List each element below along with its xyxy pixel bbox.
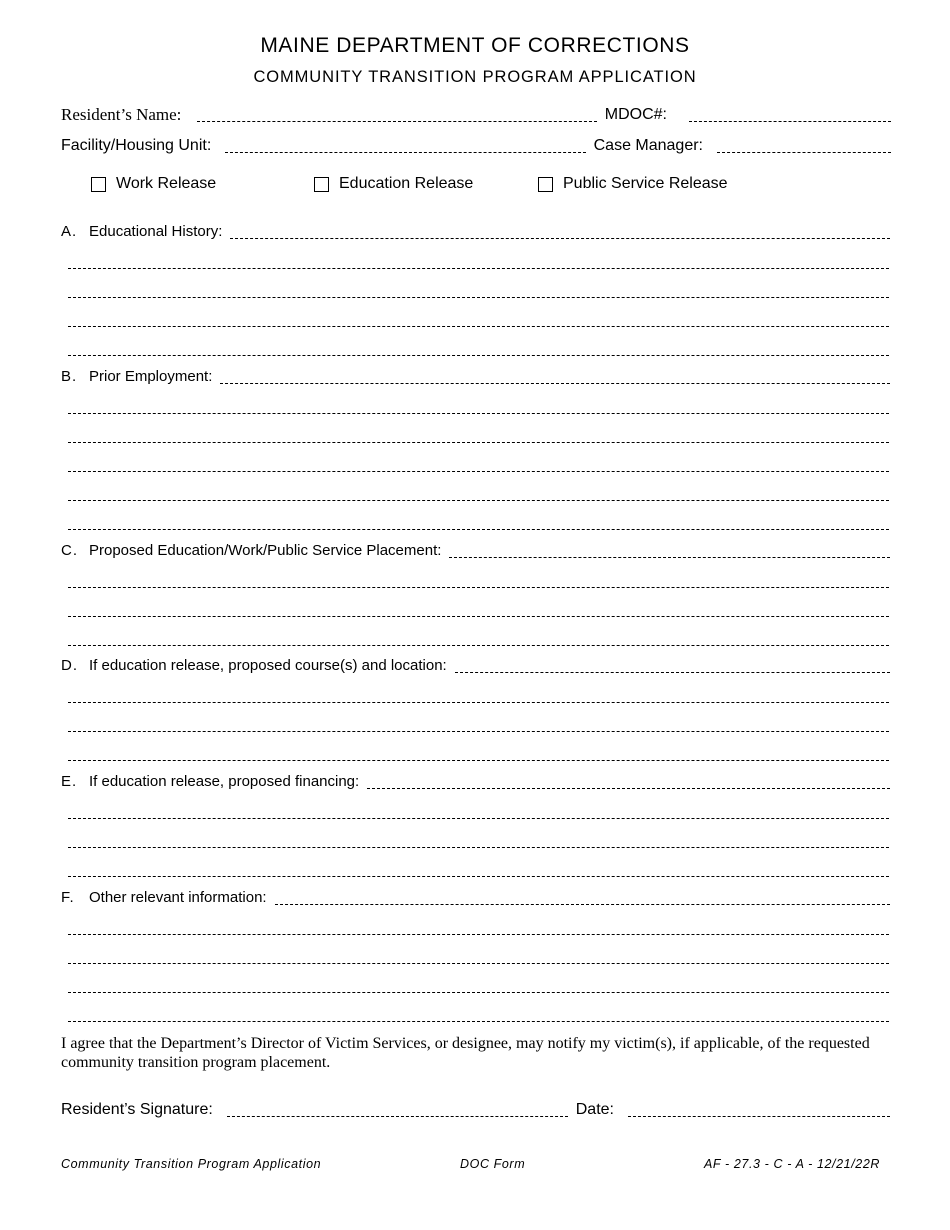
public-service-release-option[interactable] (538, 175, 728, 193)
section-a-label: Educational History: (89, 223, 223, 240)
section-c-line[interactable] (68, 645, 889, 646)
section-e-line[interactable] (68, 876, 889, 877)
form-title: MAINE DEPARTMENT OF CORRECTIONS (260, 34, 690, 57)
section-d-line[interactable] (68, 702, 889, 703)
section-b-label: Prior Employment: (89, 368, 213, 385)
section-e-heading (61, 772, 890, 792)
section-b-heading (61, 367, 890, 387)
work-release-checkbox[interactable] (91, 177, 106, 192)
date-label: Date: (575, 1101, 614, 1118)
section-a-first-line[interactable] (230, 238, 890, 239)
resident-signature-label: Resident’s Signature: (61, 1101, 213, 1118)
resident-name-field[interactable] (197, 121, 596, 122)
signature-row (61, 1100, 890, 1120)
section-a-line[interactable] (68, 355, 889, 356)
section-f-line[interactable] (68, 963, 889, 964)
mdoc-field[interactable] (689, 121, 891, 122)
section-a-line[interactable] (68, 268, 889, 269)
section-c-label: Proposed Education/Work/Public Service Placement: (89, 542, 442, 559)
section-d-letter: D. (61, 657, 78, 674)
victim-notification-agreement: I agree that the Department’s Director of Victim Services, or designee, may notify my victim(s), if applicable, of the requested community transition program placement. (61, 1035, 870, 1071)
section-b-line[interactable] (68, 529, 889, 530)
section-e-line[interactable] (68, 818, 889, 819)
section-a-heading (61, 222, 890, 242)
section-d-heading (61, 656, 890, 676)
education-release-checkbox[interactable] (314, 177, 329, 192)
section-c-line[interactable] (68, 616, 889, 617)
section-d-label: If education release, proposed course(s) and location: (89, 657, 447, 674)
case-manager-field[interactable] (717, 152, 891, 153)
section-a-line[interactable] (68, 326, 889, 327)
work-release-label: Work Release (116, 175, 217, 192)
date-field[interactable] (628, 1116, 890, 1117)
education-release-option[interactable] (314, 175, 473, 193)
section-d-line[interactable] (68, 760, 889, 761)
section-b-first-line[interactable] (220, 383, 890, 384)
case-manager-label: Case Manager: (593, 137, 703, 154)
section-f-heading (61, 888, 890, 908)
section-e-first-line[interactable] (367, 788, 890, 789)
section-a-line[interactable] (68, 297, 889, 298)
public-service-release-label: Public Service Release (563, 175, 728, 192)
footer-form-type: DOC Form (460, 1157, 526, 1171)
section-f-label: Other relevant information: (89, 889, 267, 906)
section-f-first-line[interactable] (275, 904, 890, 905)
mdoc-label: MDOC#: (604, 106, 667, 123)
section-b-line[interactable] (68, 500, 889, 501)
section-f-line[interactable] (68, 934, 889, 935)
form-subtitle: COMMUNITY TRANSITION PROGRAM APPLICATION (253, 68, 697, 86)
section-d-line[interactable] (68, 731, 889, 732)
resident-name-label: Resident’s Name: (61, 105, 182, 124)
public-service-release-checkbox[interactable] (538, 177, 553, 192)
section-f-line[interactable] (68, 992, 889, 993)
footer-form-name: Community Transition Program Application (61, 1157, 322, 1171)
section-e-letter: E. (61, 773, 78, 790)
section-d-first-line[interactable] (455, 672, 890, 673)
section-c-letter: C. (61, 542, 78, 559)
footer-form-code: AF - 27.3 - C - A - 12/21/22R (704, 1157, 881, 1171)
section-b-letter: B. (61, 368, 78, 385)
section-f-line[interactable] (68, 1021, 889, 1022)
resident-name-row (61, 105, 891, 125)
facility-field[interactable] (225, 152, 585, 153)
section-b-line[interactable] (68, 471, 889, 472)
section-e-label: If education release, proposed financing: (89, 773, 360, 790)
section-b-line[interactable] (68, 442, 889, 443)
section-f-letter: F. (61, 889, 75, 906)
section-b-line[interactable] (68, 413, 889, 414)
work-release-option[interactable] (91, 175, 216, 193)
education-release-label: Education Release (339, 175, 474, 192)
section-e-line[interactable] (68, 847, 889, 848)
section-c-heading (61, 541, 890, 561)
facility-label: Facility/Housing Unit: (61, 137, 212, 154)
resident-signature-field[interactable] (227, 1116, 568, 1117)
section-c-first-line[interactable] (449, 557, 890, 558)
facility-row (61, 136, 891, 156)
section-c-line[interactable] (68, 587, 889, 588)
section-a-letter: A. (61, 223, 78, 240)
